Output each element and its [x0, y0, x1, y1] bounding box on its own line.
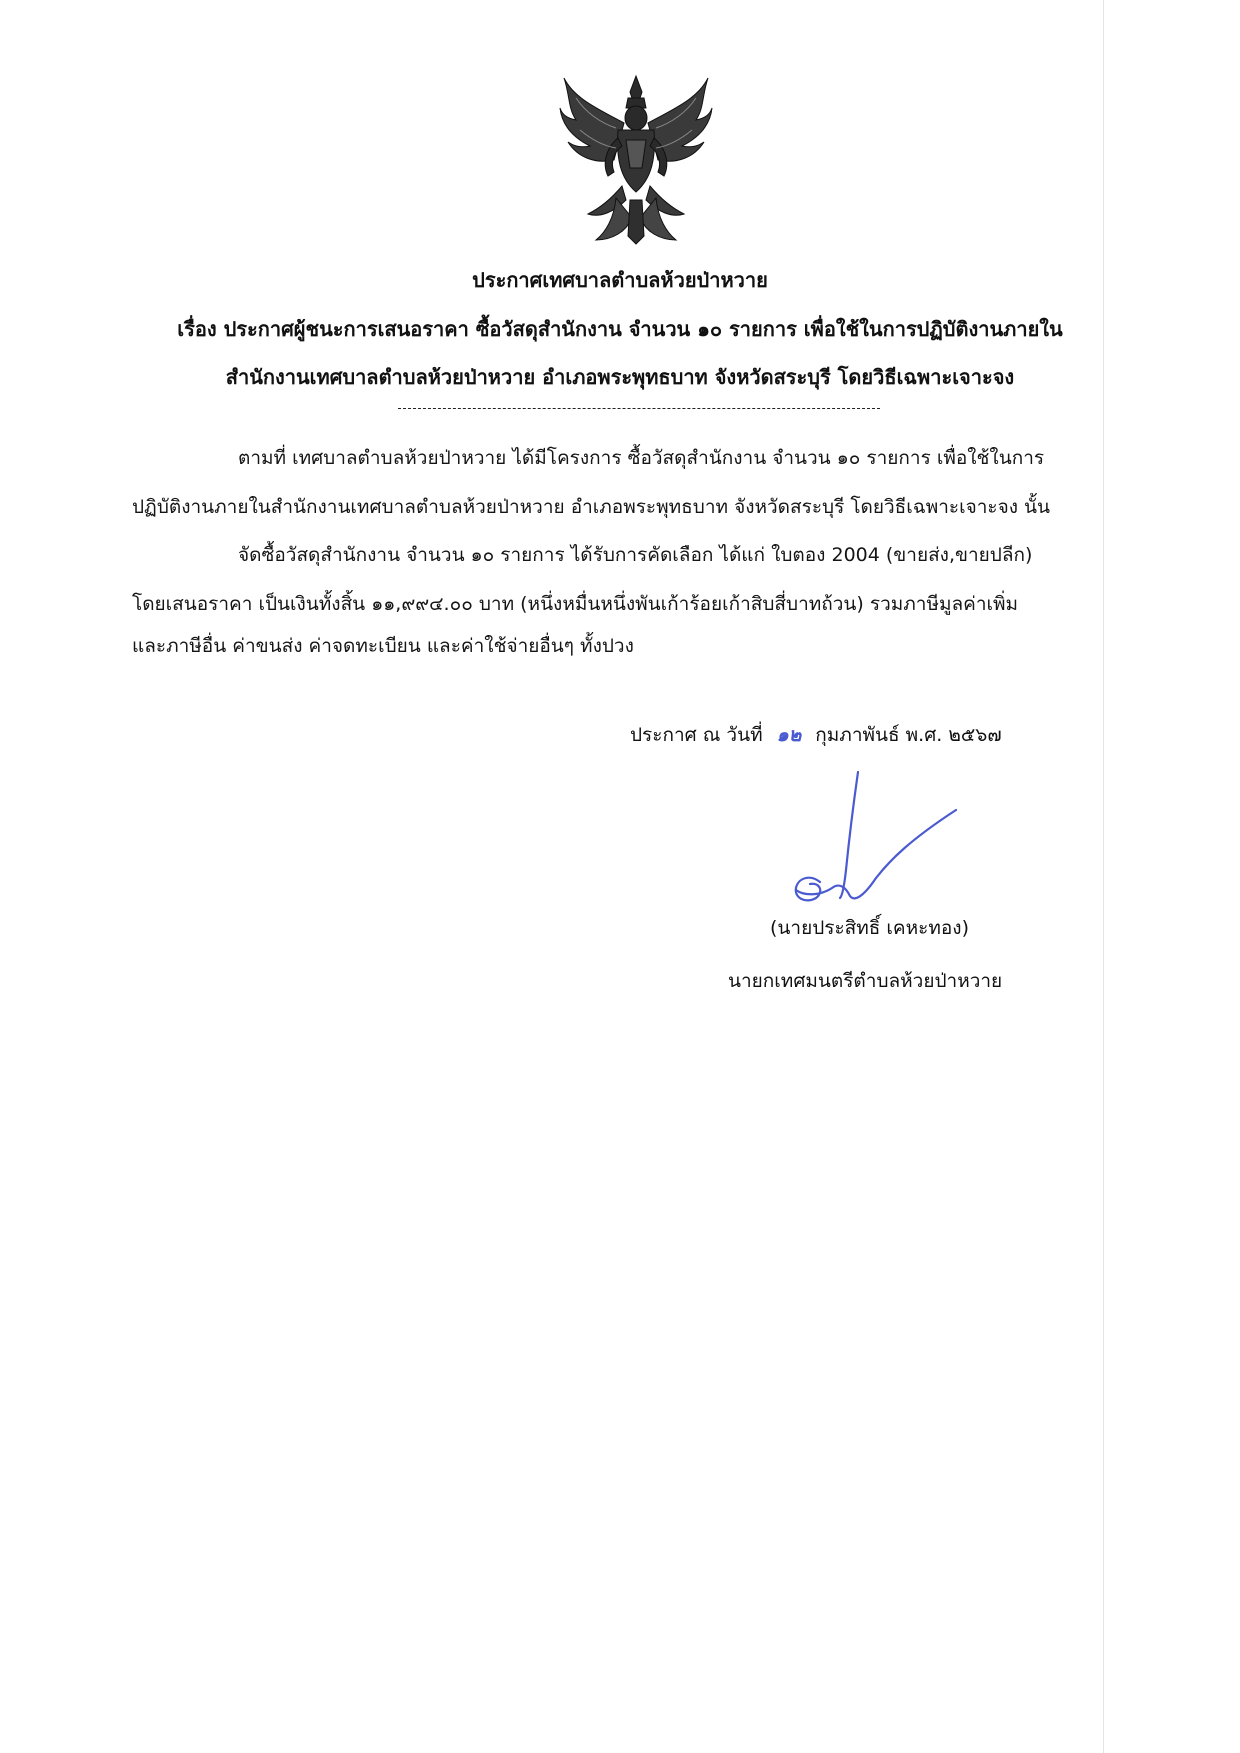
garuda-emblem-icon — [556, 68, 716, 248]
body-paragraph-line: ปฏิบัติงานภายในสำนักงานเทศบาลตำบลห้วยป่าหวาย อำเภอพระพุทธบาท จังหวัดสระบุรี โดยวิธีเฉพาะเจาะจง นั้น — [132, 496, 1051, 518]
document-subject-line-2: สำนักงานเทศบาลตำบลห้วยป่าหวาย อำเภอพระพุทธบาท จังหวัดสระบุรี โดยวิธีเฉพาะเจาะจง — [225, 365, 1015, 389]
announcement-date-day: ๑๒ — [776, 724, 802, 746]
signatory-title: นายกเทศมนตรีตำบลห้วยป่าหวาย — [728, 970, 1003, 992]
dashed-divider — [398, 408, 880, 409]
body-paragraph-line: จัดซื้อวัสดุสำนักงาน จำนวน ๑๐ รายการ ได้รับการคัดเลือก ได้แก่ ใบตอง 2004 (ขายส่ง,ขายปลีก) — [238, 544, 1033, 566]
body-paragraph-line: และภาษีอื่น ค่าขนส่ง ค่าจดทะเบียน และค่าใช้จ่ายอื่นๆ ทั้งปวง — [132, 635, 634, 657]
document-subject-line-1: เรื่อง ประกาศผู้ชนะการเสนอราคา ซื้อวัสดุสำนักงาน จำนวน ๑๐ รายการ เพื่อใช้ในการปฏิบัติงานภายใน — [177, 317, 1063, 341]
body-paragraph-line: โดยเสนอราคา เป็นเงินทั้งสิ้น ๑๑,๙๙๔.๐๐ บาท (หนึ่งหมื่นหนึ่งพันเก้าร้อยเก้าสิบสี่บาทถ้วน) รวมภาษีมูลค่าเพิ่ม — [132, 593, 1019, 615]
document-agency-title: ประกาศเทศบาลตำบลห้วยป่าหวาย — [472, 268, 768, 292]
page-edge-line — [1103, 0, 1104, 1753]
announcement-date-month-year: กุมภาพันธ์ พ.ศ. ๒๕๖๗ — [815, 724, 1002, 746]
signatory-name: (นายประสิทธิ์ เคหะทอง) — [770, 917, 969, 939]
announcement-date-prefix: ประกาศ ณ วันที่ — [630, 724, 763, 746]
announcement-date — [630, 720, 1002, 750]
body-paragraph-line: ตามที่ เทศบาลตำบลห้วยป่าหวาย ได้มีโครงการ ซื้อวัสดุสำนักงาน จำนวน ๑๐ รายการ เพื่อใช้ในการ — [238, 447, 1045, 469]
handwritten-signature-icon — [780, 770, 980, 910]
